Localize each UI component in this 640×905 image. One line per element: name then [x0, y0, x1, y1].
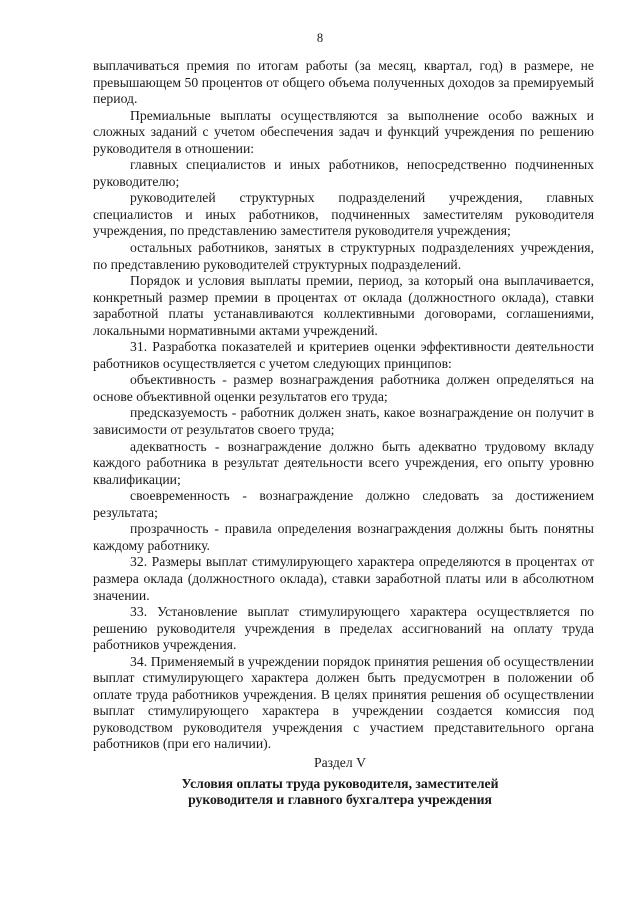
paragraph: прозрачность - правила определения вознаграждения должны быть понятны каждому работнику. [93, 521, 594, 553]
paragraph: адекватность - вознаграждение должно быть адекватно трудовому вкладу каждого работника в результат деятельности всего учреждения, его опыту уровню квалификации; [93, 438, 594, 487]
paragraph: 32. Размеры выплат стимулирующего характера определяются в процентах от размера оклада (должностного оклада), ставки заработной платы или в абсолютном значении. [93, 554, 594, 603]
paragraph: выплачиваться премия по итогам работы (за месяц, квартал, год) в размере, не превышающем 50 процентов от общего объема полученных доходов за премируемый период. [93, 58, 594, 107]
section-title-line-1: Условия оплаты труда руководителя, заместителей [181, 775, 499, 791]
paragraph: своевременность - вознаграждение должно следовать за достижением результата; [93, 488, 594, 520]
paragraph: руководителей структурных подразделений учреждения, главных специалистов и иных работников, подчиненных заместителям руководителя учреждения, по представлению заместителя руководителя учреждения; [93, 190, 594, 239]
paragraph: объективность - размер вознаграждения работника должен определяться на основе объективной оценки результатов его труда; [93, 372, 594, 404]
paragraph: главных специалистов и иных работников, непосредственно подчиненных руководителю; [93, 157, 594, 189]
paragraph: Порядок и условия выплаты премии, период, за который она выплачивается, конкретный размер премии в процентах от оклада (должностного оклада), ставки заработной платы устанавливаются коллективными договорами, соглашениями, локальными нормативными актами учреждений. [93, 273, 594, 338]
body-text [93, 58, 594, 753]
page-number: 8 [316, 31, 324, 45]
paragraph: предсказуемость - работник должен знать, какое вознаграждение он получит в зависимости от результатов своего труда; [93, 405, 594, 438]
paragraph: 34. Применяемый в учреждении порядок принятия решения об осуществлении выплат стимулирующего характера должен быть предусмотрен в положении об оплате труда работников учреждения. В целях принятия решения об осуществлении выплат стимулирующего характера в учреждении создается комиссия под руководством руководителя учреждения с участием представительного органа работников (при его наличии). [93, 653, 594, 752]
paragraph: Премиальные выплаты осуществляются за выполнение особо важных и сложных заданий с учетом обеспечения задач и функций учреждения по решению руководителя в отношении: [93, 107, 594, 156]
section-label: Раздел V [313, 755, 367, 770]
paragraph: 33. Установление выплат стимулирующего характера осуществляется по решению руководителя учреждения в пределах ассигнований на оплату труда работников учреждения. [93, 604, 594, 653]
section-heading [0, 755, 640, 809]
section-title-line-2: руководителя и главного бухгалтера учреждения [188, 792, 492, 807]
paragraph: остальных работников, занятых в структурных подразделениях учреждения, по представлению руководителей структурных подразделений. [93, 240, 594, 272]
paragraph: 31. Разработка показателей и критериев оценки эффективности деятельности работников осуществляется с учетом следующих принципов: [93, 339, 594, 371]
